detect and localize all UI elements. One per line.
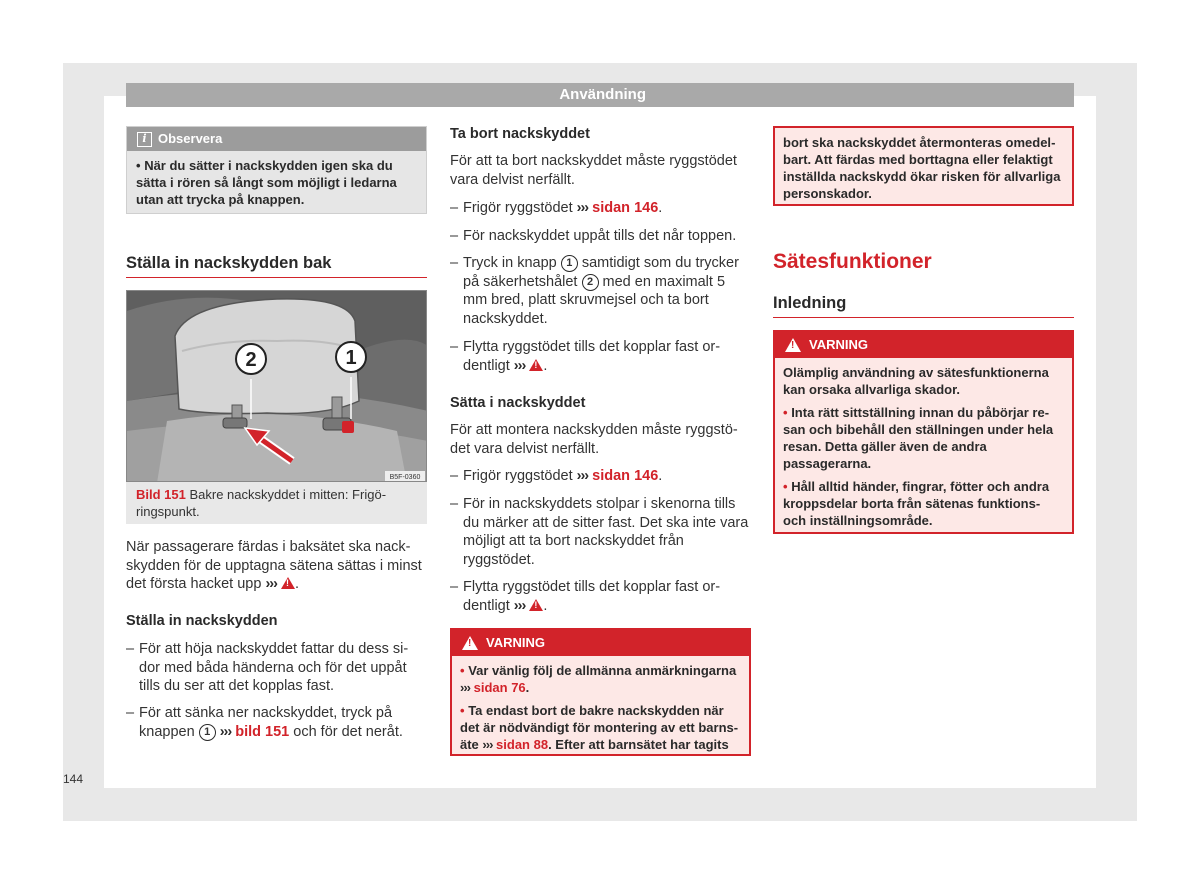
ref-arrows-icon: ››› bbox=[576, 200, 589, 216]
list-item-text: Frigör ryggstödet bbox=[463, 200, 573, 216]
figure-caption-text: Bakre nackskyddet i mitten: Frigöringspunkt. bbox=[136, 487, 387, 519]
intro-text: När passagerare färdas i baksätet ska nackskydden för de upptagna sätena sättas i minst det första hacket upp bbox=[126, 539, 422, 592]
list-item-text: Flytta ryggstödet tills det kopplar fast ordentligt bbox=[463, 579, 721, 614]
ref-arrows-icon: ››› bbox=[265, 576, 277, 592]
warning-text: Ta endast bort de bakre nackskydden när det är nödvändigt för montering av ett barnsäte bbox=[460, 703, 739, 752]
list-item bbox=[450, 254, 740, 328]
list-item-text: För att höja nackskyddet fattar du dess sidor med båda händerna och för det uppåt tills du ser att det kopplas fast. bbox=[139, 641, 409, 694]
list-item bbox=[450, 199, 750, 218]
remove-intro: För att ta bort nackskyddet måste ryggstödet vara delvist nerfällt. bbox=[450, 153, 737, 188]
bullet-icon: • bbox=[460, 703, 465, 718]
list-item-text: För att sänka ner nackskyddet, tryck på knappen bbox=[139, 705, 393, 740]
ref-arrows-icon: ››› bbox=[219, 723, 232, 740]
list-item-text: Flytta ryggstödet tills det kopplar fast ordentligt bbox=[463, 339, 721, 374]
warning-body: • Var vänlig följ de allmänna anmärkningarna ››› sidan 76. • Ta endast bort de bakre nackskydden när det är nödvändigt för montering av ett barnsäte ››› sidan 88. Efter att barnsätet har tagits bbox=[460, 663, 739, 752]
page-ref-link[interactable]: sidan 76 bbox=[473, 680, 526, 695]
page-number: 144 bbox=[63, 772, 84, 786]
warning-triangle-icon bbox=[529, 599, 543, 611]
warning-lead: Olämplig användning av sätesfunktionerna kan orsaka allvarliga skador. bbox=[783, 365, 1049, 397]
bullet-icon: • bbox=[460, 663, 465, 678]
button-1-marker: 1 bbox=[199, 724, 216, 741]
warning-triangle-icon bbox=[529, 359, 543, 371]
warning-box-seat bbox=[773, 330, 1074, 534]
list-item-text: med en maximalt 5 mm bred, platt skruvmejsel och ta bort nackskyddet. bbox=[463, 273, 726, 327]
hole-2-marker: 2 bbox=[582, 274, 599, 291]
ref-arrows-icon: ››› bbox=[482, 737, 493, 752]
figure-code: B5F-0360 bbox=[389, 474, 421, 481]
warning-label: VARNING bbox=[809, 337, 868, 352]
note-text: När du sätter i nackskydden igen ska du sätta i rören så långt som möjligt i ledarna utan att trycka på knappen. bbox=[136, 158, 397, 207]
warning-label: VARNING bbox=[486, 635, 545, 650]
ref-arrows-icon: ››› bbox=[513, 597, 526, 614]
list-item bbox=[126, 640, 416, 696]
warning-text: Inta rätt sittställning innan du påbörjar resan och bibehåll den ställningen under hela resan. Detta gäller även de andra passagerarna. bbox=[783, 405, 1054, 471]
list-item-text: . bbox=[658, 468, 663, 484]
list-item: – Flytta ryggstödet tills det kopplar fast ordentligt ››› ! . bbox=[450, 578, 740, 615]
warning-text: bort ska nackskyddet återmonteras omedelbart. Att färdas med borttagna eller felaktigt inställda nackskydd ökar risken för allvarliga personskador. bbox=[783, 135, 1061, 201]
bullet-icon: • bbox=[783, 405, 788, 420]
note-body bbox=[127, 151, 426, 214]
warning-header bbox=[775, 332, 1072, 358]
list-item-text: Tryck in knapp bbox=[463, 255, 557, 271]
callout-2: 2 bbox=[245, 349, 257, 371]
warning-box-continued bbox=[773, 126, 1074, 206]
figure-caption bbox=[126, 482, 427, 524]
insert-intro: För att montera nackskydden måste ryggstödet vara delvist nerfällt. bbox=[450, 422, 738, 457]
warning-text: Var vänlig följ de allmänna anmärkningarna bbox=[468, 663, 737, 678]
warning-triangle-icon bbox=[785, 338, 801, 352]
headrest-illustration bbox=[127, 291, 427, 482]
warning-triangle-icon bbox=[462, 636, 478, 650]
subheading-adjust: Ställa in nackskydden bbox=[126, 613, 278, 629]
list-item-text: . bbox=[658, 200, 663, 216]
list-item-text: Frigör ryggstödet bbox=[463, 468, 573, 484]
list-item-text: och för det neråt. bbox=[293, 723, 403, 740]
warning-header bbox=[452, 630, 749, 656]
section-title-intro: Inledning bbox=[773, 294, 1074, 318]
warning-box-headrest bbox=[450, 628, 751, 756]
page-ref-link[interactable]: sidan 146 bbox=[592, 200, 659, 216]
heading-insert: Sätta i nackskyddet bbox=[450, 395, 586, 411]
page-header: Användning bbox=[126, 83, 1074, 107]
ref-arrows-icon: ››› bbox=[460, 680, 470, 695]
figure-label: Bild 151 bbox=[136, 487, 186, 502]
list-item: – Flytta ryggstödet tills det kopplar fast ordentligt ››› ! . bbox=[450, 338, 740, 375]
figure-headrest bbox=[126, 290, 427, 482]
section-title-headrest-rear: Ställa in nackskydden bak bbox=[126, 254, 427, 278]
note-label: Observera bbox=[158, 131, 223, 146]
note-header bbox=[127, 127, 426, 151]
bullet-icon: • bbox=[783, 479, 788, 494]
warning-text: Håll alltid händer, fingrar, fötter och andra kroppsdelar borta från sätenas funktions- och inställningsområde. bbox=[783, 479, 1050, 528]
list-item-text: samtidigt som du trycker på säkerhetshålet bbox=[463, 255, 739, 290]
figure-ref-link[interactable]: bild 151 bbox=[235, 723, 290, 740]
chapter-title: Sätesfunktioner bbox=[773, 250, 932, 273]
page-ref-link[interactable]: sidan 88 bbox=[496, 737, 549, 752]
callout-1: 1 bbox=[345, 347, 357, 369]
list-item bbox=[450, 495, 750, 569]
warning-triangle-icon bbox=[281, 577, 295, 589]
bullet-icon: • bbox=[136, 158, 141, 173]
note-box bbox=[126, 126, 427, 214]
list-item-text: För in nackskyddets stolpar i skenorna tills du märker att de sitter fast. Det ska inte vara möjligt att ta bort nackskyddet från ryggstödet. bbox=[463, 496, 749, 568]
intro-paragraph: När passagerare färdas i baksätet ska nackskydden för de upptagna sätena sättas i minst det första hacket upp ››› ! . bbox=[126, 538, 427, 594]
warning-body bbox=[775, 128, 1072, 208]
button-1-marker: 1 bbox=[561, 255, 578, 272]
heading-remove: Ta bort nackskyddet bbox=[450, 126, 590, 142]
list-item bbox=[450, 467, 750, 486]
warning-text: . Efter att barnsätet har tagits bbox=[548, 737, 729, 752]
list-item bbox=[126, 704, 416, 741]
list-item bbox=[450, 227, 750, 246]
warning-body bbox=[775, 358, 1072, 541]
ref-arrows-icon: ››› bbox=[576, 468, 589, 484]
info-icon: i bbox=[137, 132, 152, 147]
page-ref-link[interactable]: sidan 146 bbox=[592, 468, 659, 484]
ref-arrows-icon: ››› bbox=[513, 357, 526, 374]
list-item-text: För nackskyddet uppåt tills det når toppen. bbox=[463, 228, 737, 244]
